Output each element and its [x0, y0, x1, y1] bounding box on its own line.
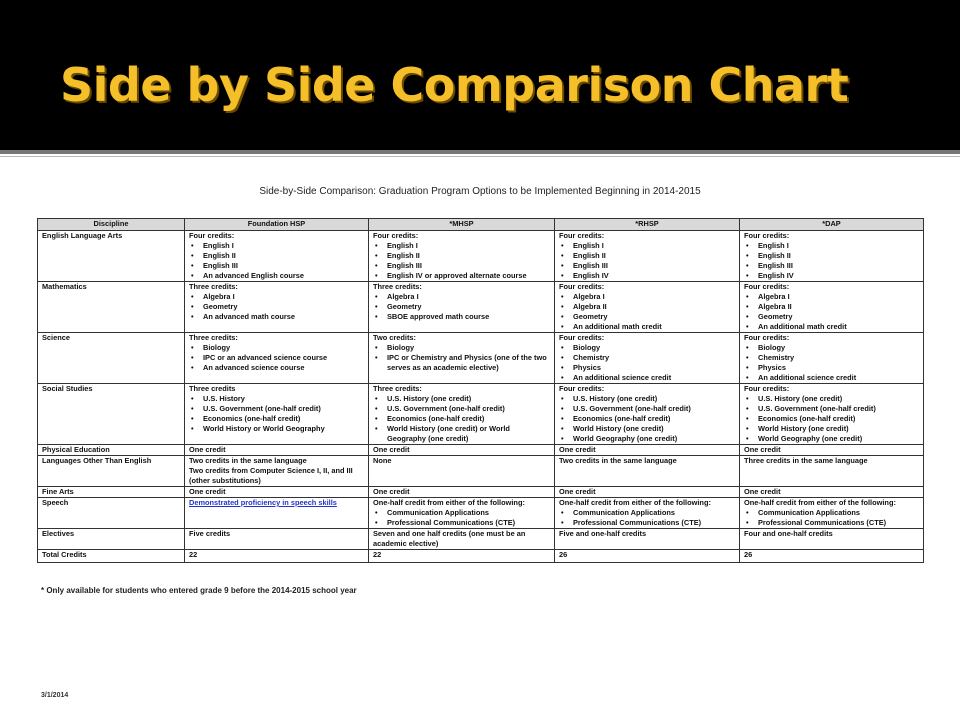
- list-item: • English I: [373, 241, 550, 251]
- list-item: • English I: [744, 241, 919, 251]
- requirement-cell: [740, 445, 924, 456]
- list-item: • An advanced English course: [189, 271, 364, 281]
- list-item: • Algebra II: [744, 302, 919, 312]
- column-header: Foundation HSP: [185, 219, 369, 231]
- cell-text: One credit: [189, 487, 226, 496]
- requirement-cell: [369, 550, 555, 563]
- requirement-cell: [369, 384, 555, 445]
- requirement-cell: [185, 445, 369, 456]
- cell-heading: Four credits:: [744, 231, 790, 240]
- list-item: • English III: [373, 261, 550, 271]
- list-item: • An additional math credit: [744, 322, 919, 332]
- list-item: • English III: [189, 261, 364, 271]
- requirement-list: [189, 394, 364, 434]
- comparison-table: [37, 218, 924, 563]
- requirement-cell: [740, 529, 924, 550]
- requirement-list: [189, 241, 364, 281]
- list-item: • English I: [189, 241, 364, 251]
- slide-title: Side by Side Comparison Chart: [60, 58, 849, 112]
- list-item: • An advanced science course: [189, 363, 364, 373]
- cell-text: Four and one-half credits: [744, 529, 833, 538]
- cell-heading: Four credits:: [744, 384, 790, 393]
- list-item: • Biology: [373, 343, 550, 353]
- cell-heading: One-half credit from either of the following:: [373, 498, 525, 507]
- requirement-cell: [369, 333, 555, 384]
- list-item: • Algebra I: [189, 292, 364, 302]
- list-item: • SBOE approved math course: [373, 312, 550, 322]
- requirement-list: [744, 343, 919, 383]
- list-item: • U.S. History (one credit): [744, 394, 919, 404]
- requirement-cell: [740, 333, 924, 384]
- cell-text: Five and one-half credits: [559, 529, 647, 538]
- requirement-cell: [185, 282, 369, 333]
- requirement-list: [373, 343, 550, 373]
- column-header: *RHSP: [555, 219, 740, 231]
- requirement-cell: [740, 231, 924, 282]
- footnote: * Only available for students who entered grade 9 before the 2014-2015 school year: [41, 586, 357, 595]
- list-item: • World History (one credit): [559, 424, 735, 434]
- list-item: • An additional math credit: [559, 322, 735, 332]
- requirement-cell: [369, 231, 555, 282]
- requirement-cell: [369, 456, 555, 487]
- column-header: Discipline: [38, 219, 185, 231]
- cell-heading: Two credits:: [373, 333, 416, 342]
- list-item: • English II: [559, 251, 735, 261]
- list-item: • English II: [744, 251, 919, 261]
- requirement-cell: [185, 498, 369, 529]
- requirement-cell: [740, 550, 924, 563]
- list-item: • Communication Applications: [744, 508, 919, 518]
- table-row: [38, 550, 924, 563]
- cell-heading: Three credits: [189, 384, 236, 393]
- list-item: • English II: [189, 251, 364, 261]
- list-item: • English IV: [559, 271, 735, 281]
- requirement-list: [559, 241, 735, 281]
- list-item: • U.S. Government (one-half credit): [744, 404, 919, 414]
- requirement-list: [744, 508, 919, 528]
- cell-text: None: [373, 456, 392, 465]
- table-body: [38, 231, 924, 563]
- requirement-cell: [555, 456, 740, 487]
- list-item: • English III: [559, 261, 735, 271]
- list-item: • World Geography (one credit): [744, 434, 919, 444]
- requirement-cell: [555, 487, 740, 498]
- requirement-cell: [369, 282, 555, 333]
- cell-heading: One-half credit from either of the following:: [559, 498, 711, 507]
- table-row: [38, 498, 924, 529]
- list-item: • English IV: [744, 271, 919, 281]
- requirement-cell: [369, 498, 555, 529]
- cell-text: 26: [559, 550, 568, 559]
- cell-heading: Three credits:: [189, 282, 238, 291]
- cell-heading: Four credits:: [744, 282, 790, 291]
- discipline-cell: English Language Arts: [38, 231, 185, 282]
- list-item: • An additional science credit: [559, 373, 735, 383]
- requirement-cell: [369, 529, 555, 550]
- cell-text: One credit: [744, 445, 781, 454]
- table-row: [38, 529, 924, 550]
- cell-text: Seven and one half credits (one must be an academic elective): [373, 529, 526, 548]
- list-item: • Algebra I: [559, 292, 735, 302]
- list-item: • English II: [373, 251, 550, 261]
- list-item: • Professional Communications (CTE): [744, 518, 919, 528]
- requirement-cell: [185, 231, 369, 282]
- list-item: • Algebra I: [373, 292, 550, 302]
- requirement-cell: [740, 456, 924, 487]
- table-row: [38, 384, 924, 445]
- list-item: • English III: [744, 261, 919, 271]
- requirement-cell: [555, 445, 740, 456]
- cell-heading: Four credits:: [559, 333, 605, 342]
- list-item: • U.S. History (one credit): [559, 394, 735, 404]
- list-item: • Geometry: [744, 312, 919, 322]
- cell-heading: Four credits:: [744, 333, 790, 342]
- requirement-list: [189, 292, 364, 322]
- speech-proficiency-link[interactable]: Demonstrated proficiency in speech skills: [189, 498, 337, 507]
- list-item: • U.S. Government (one-half credit): [189, 404, 364, 414]
- requirement-cell: [369, 487, 555, 498]
- list-item: • Chemistry: [559, 353, 735, 363]
- list-item: • Economics (one-half credit): [744, 414, 919, 424]
- list-item: • Biology: [744, 343, 919, 353]
- list-item: • U.S. Government (one-half credit): [373, 404, 550, 414]
- cell-text: One credit: [373, 445, 410, 454]
- list-item: • Professional Communications (CTE): [373, 518, 550, 528]
- cell-text: One credit: [559, 487, 596, 496]
- list-item: • Economics (one-half credit): [559, 414, 735, 424]
- cell-text: One credit: [559, 445, 596, 454]
- cell-text: One credit: [189, 445, 226, 454]
- cell-heading: Three credits:: [373, 384, 422, 393]
- requirement-cell: [555, 231, 740, 282]
- requirement-cell: [185, 529, 369, 550]
- cell-text: 22: [189, 550, 198, 559]
- list-item: • World History or World Geography: [189, 424, 364, 434]
- cell-heading: Three credits:: [373, 282, 422, 291]
- cell-text: One credit: [373, 487, 410, 496]
- cell-text: Two credits in the same language: [189, 456, 307, 465]
- divider-line-thin: [0, 156, 960, 157]
- requirement-cell: [740, 487, 924, 498]
- requirement-list: [373, 394, 550, 444]
- requirement-cell: [740, 384, 924, 445]
- document-heading: Side-by-Side Comparison: Graduation Program Options to be Implemented Beginning in 2014-2015: [259, 186, 701, 197]
- cell-text: Five credits: [189, 529, 231, 538]
- requirement-cell: [185, 487, 369, 498]
- list-item: • Physics: [744, 363, 919, 373]
- cell-text: Two credits from Computer Science I, II, and III (other substitutions): [189, 466, 353, 485]
- divider-line: [0, 150, 960, 154]
- list-item: • Physics: [559, 363, 735, 373]
- discipline-cell: Languages Other Than English: [38, 456, 185, 487]
- list-item: • An advanced math course: [189, 312, 364, 322]
- list-item: • English IV or approved alternate course: [373, 271, 550, 281]
- list-item: • English I: [559, 241, 735, 251]
- requirement-cell: [555, 550, 740, 563]
- table-row: [38, 456, 924, 487]
- requirement-cell: [740, 498, 924, 529]
- table-row: [38, 333, 924, 384]
- list-item: • An additional science credit: [744, 373, 919, 383]
- list-item: • IPC or an advanced science course: [189, 353, 364, 363]
- requirement-cell: [555, 333, 740, 384]
- list-item: • U.S. Government (one-half credit): [559, 404, 735, 414]
- cell-heading: Four credits:: [373, 231, 419, 240]
- requirement-cell: [555, 282, 740, 333]
- discipline-cell: Electives: [38, 529, 185, 550]
- cell-heading: Four credits:: [559, 384, 605, 393]
- cell-heading: Four credits:: [189, 231, 235, 240]
- discipline-cell: Social Studies: [38, 384, 185, 445]
- requirement-list: [373, 508, 550, 528]
- requirement-cell: [555, 529, 740, 550]
- list-item: • Communication Applications: [559, 508, 735, 518]
- cell-heading: Three credits:: [189, 333, 238, 342]
- table-row: [38, 445, 924, 456]
- discipline-cell: Speech: [38, 498, 185, 529]
- requirement-cell: [555, 498, 740, 529]
- table-row: [38, 487, 924, 498]
- requirement-list: [189, 343, 364, 373]
- list-item: • IPC or Chemistry and Physics (one of the two serves as an academic elective): [373, 353, 550, 373]
- list-item: • Chemistry: [744, 353, 919, 363]
- requirement-list: [559, 343, 735, 383]
- requirement-list: [373, 241, 550, 281]
- list-item: • Biology: [189, 343, 364, 353]
- list-item: • Algebra I: [744, 292, 919, 302]
- table-header-row: [38, 219, 924, 231]
- column-header: *DAP: [740, 219, 924, 231]
- requirement-cell: [185, 384, 369, 445]
- discipline-cell: Physical Education: [38, 445, 185, 456]
- list-item: • Economics (one-half credit): [189, 414, 364, 424]
- cell-heading: One-half credit from either of the following:: [744, 498, 896, 507]
- requirement-list: [744, 292, 919, 332]
- cell-heading: Four credits:: [559, 282, 605, 291]
- table-row: [38, 231, 924, 282]
- list-item: • World History (one credit): [744, 424, 919, 434]
- list-item: • Geometry: [373, 302, 550, 312]
- cell-text: One credit: [744, 487, 781, 496]
- list-item: • Algebra II: [559, 302, 735, 312]
- requirement-cell: [185, 550, 369, 563]
- list-item: • Economics (one-half credit): [373, 414, 550, 424]
- cell-heading: Four credits:: [559, 231, 605, 240]
- slide-date: 3/1/2014: [41, 692, 69, 699]
- discipline-cell: Total Credits: [38, 550, 185, 563]
- requirement-cell: [740, 282, 924, 333]
- discipline-cell: Mathematics: [38, 282, 185, 333]
- list-item: • Professional Communications (CTE): [559, 518, 735, 528]
- list-item: • World Geography (one credit): [559, 434, 735, 444]
- requirement-list: [744, 394, 919, 444]
- requirement-cell: [185, 333, 369, 384]
- requirement-list: [744, 241, 919, 281]
- requirement-list: [559, 508, 735, 528]
- requirement-cell: [369, 445, 555, 456]
- column-header: *MHSP: [369, 219, 555, 231]
- cell-text: Two credits in the same language: [559, 456, 677, 465]
- list-item: • World History (one credit) or World Geography (one credit): [373, 424, 550, 444]
- list-item: • Geometry: [559, 312, 735, 322]
- table-row: [38, 282, 924, 333]
- requirement-cell: [555, 384, 740, 445]
- requirement-list: [559, 394, 735, 444]
- requirement-list: [559, 292, 735, 332]
- list-item: • U.S. History (one credit): [373, 394, 550, 404]
- requirement-list: [373, 292, 550, 322]
- cell-text: 26: [744, 550, 753, 559]
- cell-text: 22: [373, 550, 382, 559]
- list-item: • U.S. History: [189, 394, 364, 404]
- requirement-cell: [185, 456, 369, 487]
- discipline-cell: Fine Arts: [38, 487, 185, 498]
- cell-text: Three credits in the same language: [744, 456, 868, 465]
- list-item: • Geometry: [189, 302, 364, 312]
- discipline-cell: Science: [38, 333, 185, 384]
- list-item: • Biology: [559, 343, 735, 353]
- list-item: • Communication Applications: [373, 508, 550, 518]
